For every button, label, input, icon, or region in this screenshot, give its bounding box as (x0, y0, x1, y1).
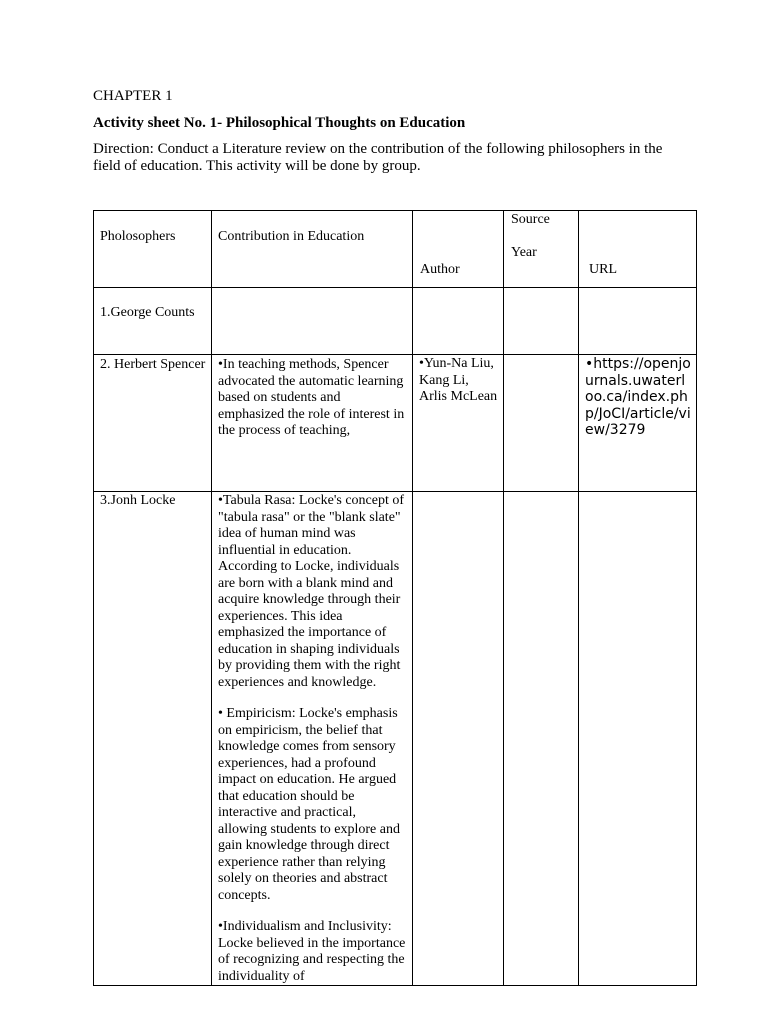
contribution-cell (212, 288, 413, 355)
table-row (94, 355, 697, 492)
philosopher-cell: 2. Herbert Spencer (94, 355, 212, 492)
contribution-paragraph: • Empiricism: Locke's emphasis on empiricism, the belief that knowledge comes from sensory experiences, had a profound impact on education. He argued that education should be interactive and practical, allowing students to explore and gain knowledge through direct experience rather than relying solely on theories and abstract concepts. (218, 706, 400, 903)
year-cell (504, 492, 579, 986)
activity-title: Activity sheet No. 1- Philosophical Thoughts on Education (93, 115, 466, 131)
table-header-row (94, 211, 697, 288)
author-cell (413, 288, 504, 355)
table-row (94, 288, 697, 355)
header-contribution: Contribution in Education (218, 229, 365, 244)
header-source: Source (511, 212, 550, 227)
header-year: Year (511, 244, 537, 260)
contribution-cell: •In teaching methods, Spencer advocated the automatic learning based on students and emphasized the role of interest in the process of teaching, (212, 355, 413, 492)
literature-review-table (93, 210, 697, 986)
author-cell (413, 492, 504, 986)
table-row (94, 492, 697, 986)
url-cell (579, 288, 697, 355)
direction-text: Direction: Conduct a Literature review on the contribution of the following philosophers in the field of education. This activity will be done by group. (93, 141, 663, 174)
header-cell-year (504, 211, 579, 288)
philosopher-cell: 1.George Counts (94, 288, 212, 355)
header-cell-philosophers (94, 211, 212, 288)
header-philosophers: Pholosophers (100, 229, 176, 244)
header-url: URL (589, 262, 617, 277)
year-cell (504, 288, 579, 355)
philosopher-cell: 3.Jonh Locke (94, 492, 212, 986)
url-cell (579, 492, 697, 986)
header-cell-contribution (212, 211, 413, 288)
chapter-heading: CHAPTER 1 (93, 88, 173, 104)
year-cell (504, 355, 579, 492)
url-cell[interactable]: •https://openjournals.uwaterloo.ca/index.php/JoCI/article/view/3279 (579, 355, 697, 492)
header-cell-author (413, 211, 504, 288)
header-author: Author (420, 262, 460, 277)
contribution-paragraph: •Individualism and Inclusivity: Locke believed in the importance of recognizing and respecting the individuality of (218, 919, 406, 984)
header-cell-url (579, 211, 697, 288)
contribution-cell (212, 492, 413, 986)
contribution-paragraph: •Tabula Rasa: Locke's concept of "tabula rasa" or the "blank slate" idea of human mind was influential in education. According to Locke, individuals are born with a blank mind and acquire knowledge through their experiences. This idea emphasized the importance of education in shaping individuals by providing them with the right experiences and knowledge. (218, 493, 405, 690)
author-cell: •Yun-Na Liu, Kang Li, Arlis McLean (413, 355, 504, 492)
